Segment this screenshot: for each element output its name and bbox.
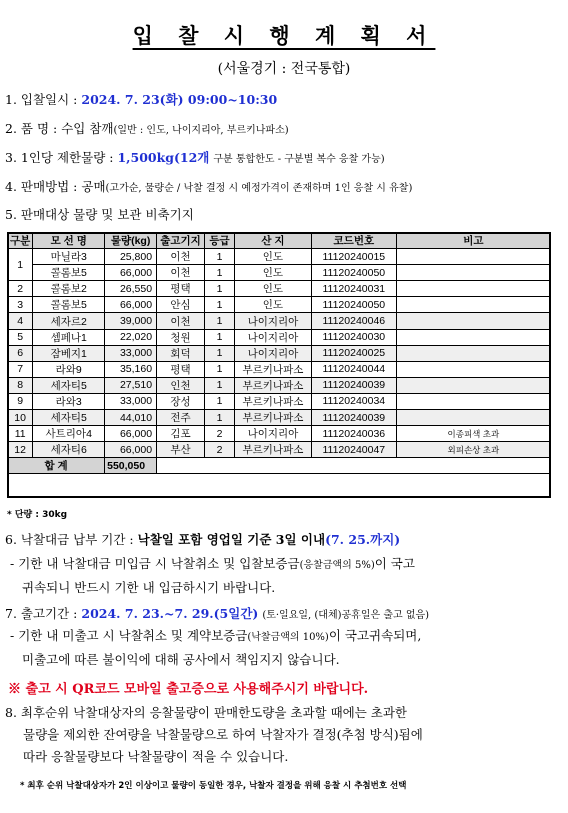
total-empty-cell [157, 458, 551, 474]
item-payment-period [5, 530, 400, 548]
table-cell: 콜롬보5 [33, 265, 105, 281]
item-bid-date [5, 90, 277, 108]
table-cell: 세자르2 [33, 313, 105, 329]
table-cell [396, 297, 550, 313]
table-cell: 이종피색 초과 [396, 426, 550, 442]
item-product-label: 2. 품 명 : [5, 121, 58, 136]
table-cell: 나이지리아 [234, 329, 311, 345]
table-cell: 25,800 [105, 249, 157, 265]
table-cell [396, 345, 550, 361]
payment-desc-text: - 기한 내 낙찰대금 미입금 시 낙찰취소 및 입찰보증금 [10, 556, 300, 571]
header-cell: 구분 [8, 233, 33, 249]
table-cell: 33,000 [105, 393, 157, 409]
table-cell: 11120240034 [311, 393, 396, 409]
delivery-description [10, 625, 421, 671]
item-delivery-period-note: (토·일요일, (대체)공휴일은 출고 없음) [262, 610, 430, 621]
item-payment-period-value: 낙찰일 포함 영업일 기준 3일 이내 [137, 532, 326, 547]
table-cell: 나이지리아 [234, 426, 311, 442]
table-cell: 27,510 [105, 377, 157, 393]
table-cell [396, 361, 550, 377]
table-cell: 세자티5 [33, 410, 105, 426]
header-cell: 물량(kg) [105, 233, 157, 249]
item-sale-method-value: 공매 [81, 179, 106, 194]
final-bidder-line1: 8. 최후순위 낙찰대상자의 응찰물량이 판매한도량을 초과할 때에는 초과한 [5, 705, 407, 720]
table-cell: 김포 [157, 426, 205, 442]
item-payment-period-date: (7. 25.까지) [325, 532, 401, 547]
table-cell: 2 [205, 442, 235, 458]
table-row [8, 377, 551, 393]
item-sale-method-note: (고가순, 물량순 / 낙찰 결정 시 예정가격이 존재하며 1인 응찰 시 유찰) [105, 183, 413, 194]
item-product-note: (일반 : 인도, 나이지리아, 부르키나파소) [113, 125, 289, 136]
table-cell: 26,550 [105, 281, 157, 297]
table-cell: 11120240046 [311, 313, 396, 329]
table-cell: 39,000 [105, 313, 157, 329]
table-cell: 이천 [157, 265, 205, 281]
header-cell: 비고 [396, 233, 550, 249]
table-row [8, 393, 551, 409]
table-cell: 11120240047 [311, 442, 396, 458]
table-cell: 1 [205, 265, 235, 281]
table-cell: 잠베지1 [33, 345, 105, 361]
table-cell [396, 329, 550, 345]
table-cell: 세자티5 [33, 377, 105, 393]
table-cell: 12 [8, 442, 33, 458]
header-cell: 코드번호 [311, 233, 396, 249]
table-cell: 66,000 [105, 297, 157, 313]
header-cell: 출고기지 [157, 233, 205, 249]
total-label: 합 계 [8, 458, 105, 474]
table-cell: 콜롬보2 [33, 281, 105, 297]
item-sale-method [5, 177, 412, 195]
table-row [8, 426, 551, 442]
table-row [8, 329, 551, 345]
table-cell: 9 [8, 393, 33, 409]
table-cell [396, 377, 550, 393]
table-cell: 4 [8, 313, 33, 329]
payment-desc-line2: 귀속되니 반드시 기한 내 입금하시기 바랍니다. [22, 580, 276, 595]
table-cell: 11120240039 [311, 377, 396, 393]
table-cell: 사트리아4 [33, 426, 105, 442]
table-cell: 11 [8, 426, 33, 442]
table-cell: 35,160 [105, 361, 157, 377]
table-cell: 11120240044 [311, 361, 396, 377]
table-cell: 1 [205, 410, 235, 426]
table-cell: 11120240030 [311, 329, 396, 345]
table-cell: 66,000 [105, 426, 157, 442]
table-cell: 1 [205, 393, 235, 409]
table-header-row [8, 233, 551, 249]
item-limit [5, 148, 385, 166]
table-cell: 1 [205, 313, 235, 329]
table-cell: 이천 [157, 313, 205, 329]
table-cell: 평택 [157, 281, 205, 297]
table-cell: 44,010 [105, 410, 157, 426]
table-cell: 1 [205, 377, 235, 393]
item-delivery-period-value: 2024. 7. 23.~7. 29.(5일간) [81, 606, 259, 621]
table-cell: 11120240015 [311, 249, 396, 265]
table-cell: 1 [205, 345, 235, 361]
table-cell: 6 [8, 345, 33, 361]
item-delivery-period [5, 604, 429, 622]
qr-warning: ※ 출고 시 QR코드 모바일 출고증으로 사용해주시기 바랍니다. [8, 682, 369, 697]
table-cell [396, 249, 550, 265]
table-cell: 외피손상 초과 [396, 442, 550, 458]
table-cell: 11120240039 [311, 410, 396, 426]
table-cell: 3 [8, 297, 33, 313]
item-target-heading: 5. 판매대상 물량 및 보관 비축기지 [5, 207, 194, 222]
header-cell: 등급 [205, 233, 235, 249]
table-cell: 인도 [234, 249, 311, 265]
table-cell: 인천 [157, 377, 205, 393]
final-bidder-line3: 따라 응찰물량보다 낙찰물량이 적을 수 있습니다. [23, 749, 289, 764]
page-title: 입 찰 시 행 계 획 서 [132, 23, 436, 48]
item-bid-date-label: 1. 입찰일시 : [5, 92, 78, 107]
table-cell: 마닐라3 [33, 249, 105, 265]
table-cell [396, 313, 550, 329]
table-cell [396, 281, 550, 297]
table-cell: 1 [205, 329, 235, 345]
table-row [8, 265, 551, 281]
table-cell: 1 [8, 249, 33, 281]
item-payment-period-label: 6. 낙찰대금 납부 기간 : [5, 532, 134, 547]
table-cell: 11120240036 [311, 426, 396, 442]
item-sale-method-label: 4. 판매방법 : [5, 179, 78, 194]
delivery-desc-line2: 미출고에 따른 불이익에 대해 공사에서 책임지지 않습니다. [22, 652, 340, 667]
table-cell: 11120240025 [311, 345, 396, 361]
item-delivery-period-label: 7. 출고기간 : [5, 606, 78, 621]
table-total-row [8, 458, 551, 474]
table-cell: 1 [205, 361, 235, 377]
table-cell: 안심 [157, 297, 205, 313]
header-cell: 산 지 [234, 233, 311, 249]
inventory-table [7, 232, 551, 474]
table-row [8, 281, 551, 297]
final-bidder-line2: 물량을 제외한 잔여량을 낙찰물량으로 하여 낙찰자가 결정(추첨 방식)됨에 [23, 727, 423, 742]
table-cell: 33,000 [105, 345, 157, 361]
payment-desc-note: (응찰금액의 5%) [299, 560, 375, 571]
table-row [8, 313, 551, 329]
table-cell: 세자티6 [33, 442, 105, 458]
table-row [8, 442, 551, 458]
table-cell: 부르키나파소 [234, 393, 311, 409]
table-cell: 1 [205, 281, 235, 297]
table-cell: 라와9 [33, 361, 105, 377]
footnote: * 최후 순위 낙찰대상자가 2인 이상이고 물량이 동일한 경우, 낙찰자 결정을 위해 응찰 시 추첨번호 선택 [20, 781, 407, 791]
table-cell: 부르키나파소 [234, 377, 311, 393]
table-cell: 인도 [234, 281, 311, 297]
table-cell: 인도 [234, 265, 311, 281]
table-cell: 11120240031 [311, 281, 396, 297]
item-product [5, 119, 289, 137]
table-cell: 11120240050 [311, 297, 396, 313]
table-cell: 2 [8, 281, 33, 297]
table-cell: 1 [205, 297, 235, 313]
item-final-bidder [5, 702, 423, 768]
table-cell: 셈페나1 [33, 329, 105, 345]
table-cell: 청원 [157, 329, 205, 345]
table-cell: 부산 [157, 442, 205, 458]
table-cell: 부르키나파소 [234, 410, 311, 426]
table-row [8, 297, 551, 313]
table-cell: 평택 [157, 361, 205, 377]
delivery-desc-note: (낙찰금액의 10%) [247, 632, 329, 643]
table-cell: 라와3 [33, 393, 105, 409]
table-cell: 5 [8, 329, 33, 345]
table-cell: 나이지리아 [234, 313, 311, 329]
table-cell: 2 [205, 426, 235, 442]
table-row [8, 345, 551, 361]
total-value: 550,050 [105, 458, 157, 474]
item-bid-date-value: 2024. 7. 23(화) 09:00~10:30 [81, 92, 278, 107]
table-cell: 8 [8, 377, 33, 393]
table-cell: 전주 [157, 410, 205, 426]
delivery-desc-text: - 기한 내 미출고 시 낙찰취소 및 계약보증금 [10, 628, 248, 643]
table-cell: 회덕 [157, 345, 205, 361]
table-cell: 부르키나파소 [234, 442, 311, 458]
table-cell: 장성 [157, 393, 205, 409]
header-cell: 모 선 명 [33, 233, 105, 249]
table-cell: 66,000 [105, 265, 157, 281]
table-row [8, 249, 551, 265]
unit-note: * 단량 : 30kg [7, 510, 68, 520]
payment-desc-text-end: 이 국고 [374, 556, 415, 571]
table-cell [396, 393, 550, 409]
table-cell: 나이지리아 [234, 345, 311, 361]
table-cell: 이천 [157, 249, 205, 265]
table-row [8, 410, 551, 426]
item-product-value: 수입 참깨 [61, 121, 114, 136]
table-cell [396, 265, 550, 281]
payment-description [10, 553, 415, 599]
page-subtitle: (서울경기 : 전국통합) [217, 61, 351, 77]
table-cell: 인도 [234, 297, 311, 313]
delivery-desc-text-end: 이 국고귀속되며, [328, 628, 422, 643]
table-cell [396, 410, 550, 426]
table-cell: 7 [8, 361, 33, 377]
item-limit-note: 구분 통합한도 - 구분별 복수 응찰 가능) [213, 154, 385, 165]
table-cell: 10 [8, 410, 33, 426]
table-cell: 부르키나파소 [234, 361, 311, 377]
table-cell: 1 [205, 249, 235, 265]
table-cell: 22,020 [105, 329, 157, 345]
table-cell: 11120240050 [311, 265, 396, 281]
table-cell: 콜롬보5 [33, 297, 105, 313]
item-limit-label: 3. 1인당 제한물량 : [5, 150, 114, 165]
table-row [8, 361, 551, 377]
table-cell: 66,000 [105, 442, 157, 458]
item-limit-value: 1,500kg(12개 [117, 150, 210, 165]
